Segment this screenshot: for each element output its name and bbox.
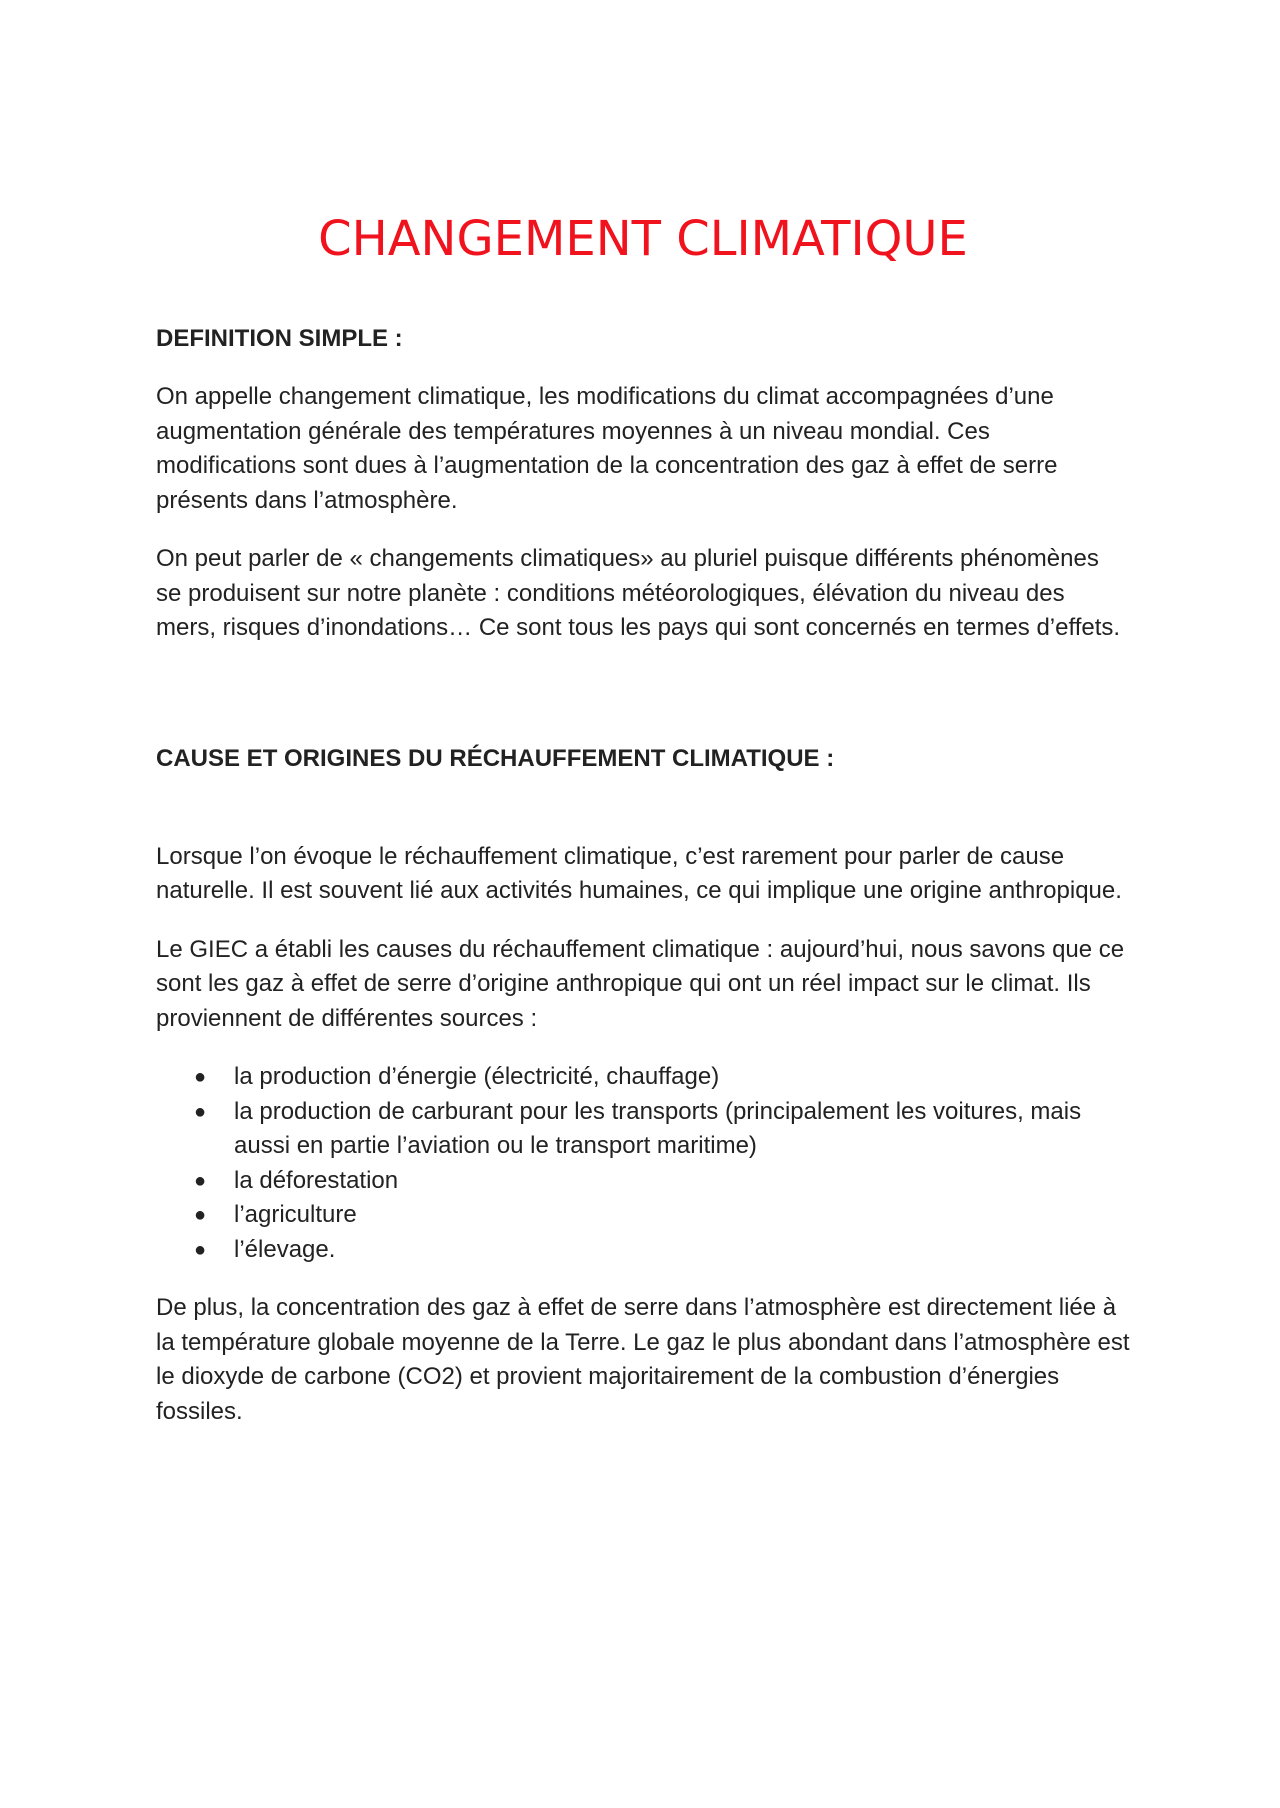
paragraph-causes-2: Le GIEC a établi les causes du réchauffement climatique : aujourd’hui, nous savons que ce sont les gaz à effet de serre d’origine anthropique qui ont un réel impact sur le climat. Ils proviennent de différentes sources : xyxy=(156,935,1125,1032)
list-item-text: la déforestation xyxy=(234,1166,399,1194)
bullet-icon: ● xyxy=(194,1100,207,1123)
list-item xyxy=(156,1095,1130,1164)
sources-list xyxy=(156,1060,1130,1267)
list-item-text: la production d’énergie (électricité, chauffage) xyxy=(234,1063,720,1090)
section-heading-causes: CAUSE ET ORIGINES DU RÉCHAUFFEMENT CLIMATIQUE : xyxy=(156,744,835,772)
bullet-icon: ● xyxy=(194,1238,207,1261)
paragraph-causes-1: Lorsque l’on évoque le réchauffement climatique, c’est rarement pour parler de cause naturelle. Il est souvent lié aux activités humaines, ce qui implique une origine anthropique. xyxy=(156,842,1122,904)
section-causes xyxy=(156,742,1130,1430)
list-item xyxy=(156,1060,1130,1095)
paragraph-definition-2: On peut parler de « changements climatiques» au pluriel puisque différents phénomènes se produisent sur notre planète : conditions météorologiques, élévation du niveau des mers, risques d’inondations… Ce sont tous les pays qui sont concernés en termes d’effets. xyxy=(156,545,1121,641)
list-item xyxy=(156,1198,1130,1233)
paragraph-definition-1: On appelle changement climatique, les modifications du climat accompagnées d’une augmentation générale des températures moyennes à un niveau mondial. Ces modifications sont dues à l’augmentation de la concentration des gaz à effet de serre présents dans l’atmosphère. xyxy=(156,383,1058,514)
list-item xyxy=(156,1233,1130,1268)
bullet-icon: ● xyxy=(194,1169,207,1192)
bullet-icon: ● xyxy=(194,1066,207,1088)
bullet-icon: ● xyxy=(194,1204,207,1226)
section-definition xyxy=(156,322,1130,646)
list-item xyxy=(156,1164,1130,1199)
list-item-text: la production de carburant pour les transports (principalement les voitures, mais aussi en partie l’aviation ou le transport maritime) xyxy=(234,1097,1082,1159)
list-item-text: l’élevage. xyxy=(234,1235,336,1263)
document-title: CHANGEMENT CLIMATIQUE xyxy=(318,211,968,267)
list-item-text: l’agriculture xyxy=(234,1201,357,1228)
paragraph-closing: De plus, la concentration des gaz à effet de serre dans l’atmosphère est directement liée à la température globale moyenne de la Terre. Le gaz le plus abondant dans l’atmosphère est le dioxyde de carbone (CO2) et provient majoritairement de la combustion d’énergies fossiles. xyxy=(156,1294,1130,1425)
section-heading-definition: DEFINITION SIMPLE : xyxy=(156,325,403,352)
